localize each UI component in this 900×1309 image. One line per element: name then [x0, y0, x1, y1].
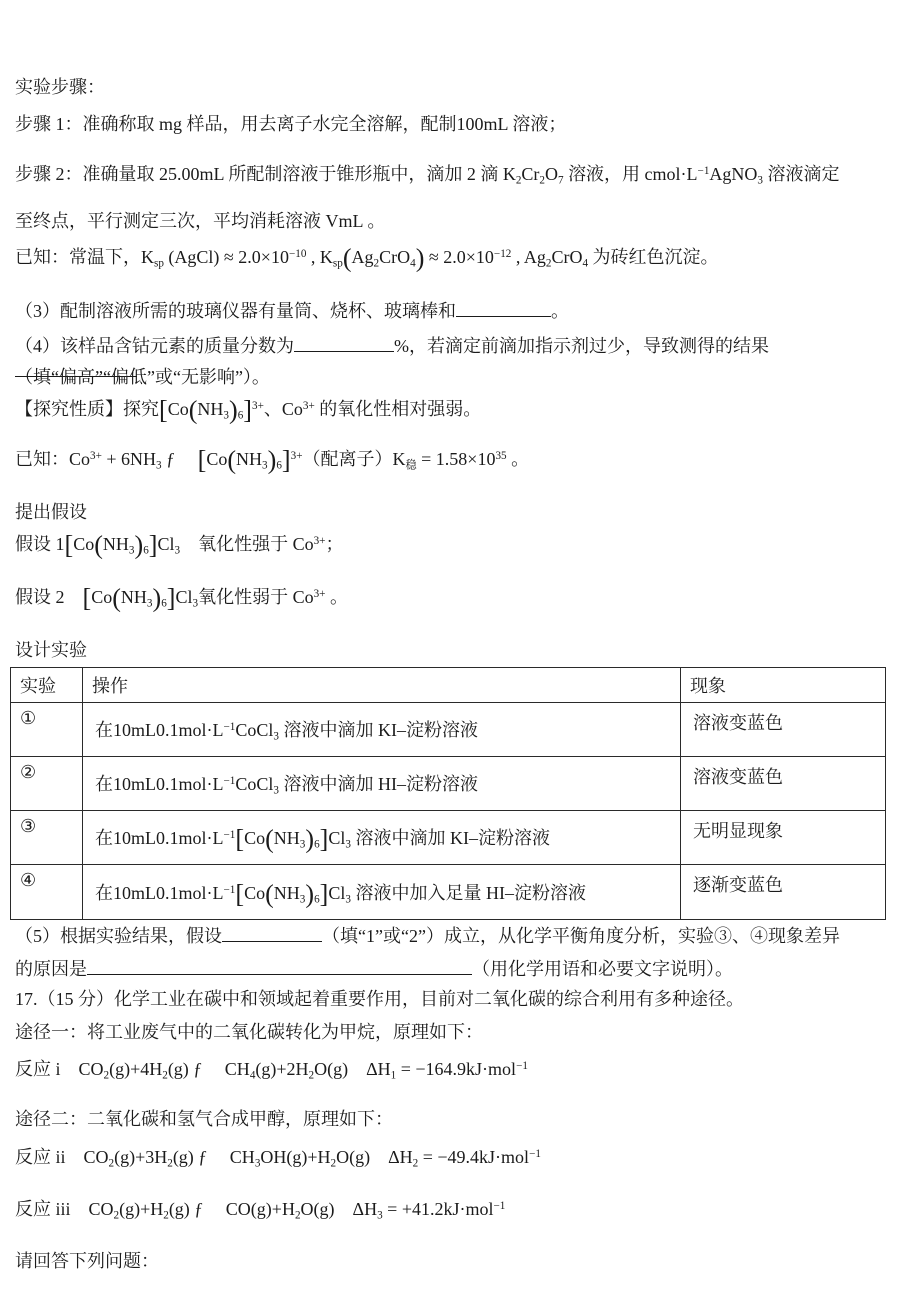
- phenomenon-cell: 无明显现象: [681, 811, 886, 865]
- text-run: NH: [236, 449, 263, 469]
- experiment-number-cell: ③: [11, 811, 83, 865]
- subscript: 3: [174, 544, 181, 557]
- text-run: (g) ƒ CH: [172, 1147, 255, 1167]
- known-ksp-text: [15, 243, 887, 273]
- big-bracket: (: [188, 395, 198, 425]
- subscript: 7: [557, 174, 564, 187]
- table-row-3: [11, 811, 886, 865]
- big-bracket: ]: [148, 530, 158, 560]
- table-row-4: [11, 865, 886, 920]
- table-row-1: [11, 703, 886, 757]
- text-run: Cl: [157, 534, 175, 554]
- text-run: Co: [206, 449, 228, 469]
- text-run: (AgCl) ≈ 2.0×10: [163, 247, 289, 267]
- subscript: 6: [314, 838, 320, 851]
- superscript: −10: [288, 247, 307, 260]
- text-run: 至终点，平行测定三次，平均消耗溶液 VmL 。: [15, 211, 386, 231]
- big-bracket: ): [229, 395, 238, 425]
- text-run: %，若滴定前滴加指示剂过少，导致测得的结果: [394, 336, 769, 356]
- big-bracket: [: [197, 445, 207, 475]
- big-bracket: ]: [166, 583, 176, 613]
- subscript: 2: [412, 1157, 419, 1170]
- subscript: 6: [276, 459, 282, 472]
- superscript: −12: [493, 247, 512, 260]
- subscript: 稳: [405, 459, 417, 472]
- text-run: 途径一：将工业废气中的二氧化碳转化为甲烷，原理如下：: [15, 1022, 483, 1042]
- experiment-steps-heading: [15, 76, 887, 99]
- text-run: 提出假设: [15, 502, 87, 522]
- subscript: sp: [154, 257, 164, 270]
- text-run: 氧化性弱于 Co: [198, 587, 314, 607]
- text-run: Co: [91, 587, 113, 607]
- subscript: 2: [308, 1069, 315, 1082]
- subscript: 2: [167, 1157, 173, 1170]
- big-bracket: ]: [281, 445, 291, 475]
- subscript: 2: [162, 1069, 168, 1082]
- text-run: O(g) ΔH: [314, 1059, 391, 1079]
- text-run: = −49.4kJ·mol: [418, 1147, 530, 1167]
- subscript: 2: [294, 1209, 301, 1222]
- table-header-col-3: 现象: [681, 668, 886, 703]
- subscript: 3: [273, 784, 279, 797]
- step2-text-line1: [15, 163, 887, 188]
- text-run: (g) ƒ CH: [167, 1059, 250, 1079]
- operation-cell: [83, 811, 681, 865]
- subscript: 3: [273, 730, 279, 743]
- subscript: 2: [330, 1157, 337, 1170]
- big-bracket: (: [265, 879, 274, 909]
- question-17-heading: [15, 988, 887, 1011]
- text-run: Cl: [328, 882, 346, 903]
- big-bracket: (: [94, 530, 103, 560]
- text-run: = 1.58×10: [416, 449, 496, 469]
- text-run: 、Co: [263, 399, 303, 419]
- text-run: 溶液，用 cmol·L: [563, 164, 698, 184]
- subscript: 2: [103, 1069, 110, 1082]
- experiment-table: [10, 667, 886, 920]
- question-3: [15, 298, 887, 323]
- route-2-text: [15, 1108, 887, 1131]
- big-bracket: (: [227, 445, 237, 475]
- superscript: −1: [516, 1059, 528, 1072]
- subscript: 3: [377, 1209, 383, 1222]
- superscript: −1: [697, 164, 710, 177]
- big-bracket: [: [235, 879, 245, 909]
- text-run: 17.（15 分）化学工业在碳中和领域起着重要作用，目前对二氧化碳的综合利用有多种途径。: [15, 989, 744, 1009]
- blank-underline: [87, 956, 472, 975]
- big-bracket: ): [305, 879, 315, 909]
- superscript: 3+: [90, 449, 102, 462]
- text-run: (g)+4H: [109, 1059, 163, 1079]
- text-run: (g) ƒ CO(g)+H: [168, 1199, 295, 1219]
- subscript: 1: [390, 1069, 397, 1082]
- text-run: 设计实验: [15, 640, 87, 660]
- text-run: OH(g)+H: [260, 1147, 331, 1167]
- text-run: 步骤 2：准确量取 25.00mL 所配制溶液于锥形瓶中，滴加 2 滴 K: [15, 164, 516, 184]
- text-run: 溶液中滴加 HI–淀粉溶液: [278, 774, 478, 795]
- subscript: 3: [146, 597, 153, 610]
- subscript: 3: [345, 838, 351, 851]
- text-run: 假设 1: [15, 534, 65, 554]
- subscript: 2: [515, 174, 522, 187]
- text-run: CoCl: [235, 774, 274, 795]
- reaction-i: [15, 1058, 887, 1083]
- text-run: 。: [551, 301, 569, 321]
- subscript: 4: [249, 1069, 256, 1082]
- subscript: 3: [254, 1157, 261, 1170]
- table-header-row: [11, 668, 886, 703]
- text-run: (g)+H: [119, 1199, 164, 1219]
- superscript: −1: [223, 721, 236, 734]
- text-run: 已知：常温下，K: [15, 247, 154, 267]
- superscript: −1: [223, 883, 236, 896]
- superscript: 3+: [313, 534, 326, 547]
- phenomenon-cell: 逐渐变蓝色: [681, 865, 886, 920]
- text-run: 在10mL0.1mol·L: [95, 882, 224, 903]
- subscript: 2: [163, 1209, 169, 1222]
- subscript: 3: [299, 838, 306, 851]
- final-prompt: [15, 1250, 887, 1273]
- text-run: O(g) ΔH: [336, 1147, 413, 1167]
- text-run: Co: [73, 534, 95, 554]
- step2-text-line2: [15, 210, 887, 233]
- big-bracket: ): [415, 243, 425, 273]
- big-bracket: ]: [319, 824, 329, 854]
- text-run: 溶液滴定: [763, 164, 840, 184]
- text-run: 反应 i CO: [15, 1059, 104, 1079]
- text-run: 反应 iii CO: [15, 1199, 114, 1219]
- text-run: Co: [167, 399, 189, 419]
- text-run: 。: [506, 449, 530, 469]
- text-run: （填“1”或“2”）成立，从化学平衡角度分析，实验③、④现象差异: [322, 926, 840, 946]
- big-bracket: ): [134, 530, 144, 560]
- big-bracket: [: [235, 824, 245, 854]
- subscript: 3: [192, 597, 199, 610]
- superscript: 3+: [251, 399, 264, 412]
- big-bracket: [: [64, 530, 74, 560]
- text-run: 已知：Co: [15, 449, 91, 469]
- text-run: CrO: [551, 247, 583, 267]
- phenomenon-cell: 溶液变蓝色: [681, 703, 886, 757]
- text-run: 的氧化性相对强弱。: [314, 399, 482, 419]
- subscript: 6: [143, 544, 149, 557]
- text-run: （3）配制溶液所需的玻璃仪器有量筒、烧杯、玻璃棒和: [15, 301, 456, 321]
- blank-underline: [456, 298, 551, 317]
- step1-text: [15, 113, 887, 136]
- text-run: ≈ 2.0×10: [424, 247, 494, 267]
- superscript: −1: [529, 1147, 541, 1160]
- text-run: CoCl: [235, 720, 274, 741]
- subscript: 4: [582, 257, 589, 270]
- hypothesis-1: [15, 530, 887, 560]
- hypothesis-heading: [15, 501, 887, 524]
- text-run: 在10mL0.1mol·L: [95, 828, 224, 849]
- text-run: O(g) ΔH: [300, 1199, 378, 1219]
- big-bracket: ]: [319, 879, 329, 909]
- operation-cell: [83, 865, 681, 920]
- subscript: 2: [539, 174, 545, 187]
- text-run: 氧化性强于 Co: [180, 534, 314, 554]
- text-run: （用化学用语和必要文字说明）。: [472, 959, 733, 979]
- text-run: , K: [306, 247, 333, 267]
- subscript: 6: [314, 893, 320, 906]
- subscript: 3: [757, 174, 763, 187]
- text-run: 假设 2: [15, 587, 83, 607]
- subscript: 2: [373, 257, 380, 270]
- text-run: 溶液中滴加 KI–淀粉溶液: [278, 720, 478, 741]
- question-5-line1: [15, 923, 887, 948]
- text-run: O: [544, 164, 558, 184]
- text-run: Cl: [175, 587, 193, 607]
- text-run: (g)+3H: [114, 1147, 168, 1167]
- superscript: −1: [223, 829, 236, 842]
- big-bracket: ): [152, 583, 162, 613]
- experiment-number-cell: ④: [11, 865, 83, 920]
- design-experiment-heading: [15, 639, 887, 662]
- subscript: 6: [237, 409, 244, 422]
- subscript: 2: [545, 257, 552, 270]
- big-bracket: [: [82, 583, 92, 613]
- text-run: Cl: [328, 828, 346, 849]
- question-4-line2: [15, 366, 887, 389]
- text-run: Cr: [521, 164, 540, 184]
- text-run: 溶液中加入足量 HI–淀粉溶液: [350, 882, 586, 903]
- subscript: 3: [156, 459, 162, 472]
- text-run: Co: [244, 882, 266, 903]
- hypothesis-2: [15, 583, 887, 613]
- text-run: , Ag: [511, 247, 546, 267]
- blank-underline: [222, 923, 322, 942]
- reaction-ii: [15, 1146, 887, 1171]
- phenomenon-cell: 溶液变蓝色: [681, 757, 886, 811]
- text-run: 反应 ii CO: [15, 1147, 109, 1167]
- text-run: AgNO: [709, 164, 758, 184]
- text-run: 。: [325, 587, 348, 607]
- text-run: Ag: [351, 247, 374, 267]
- subscript: 3: [128, 544, 135, 557]
- big-bracket: (: [342, 243, 352, 273]
- known-kstable-text: [15, 445, 887, 475]
- text-run: （5）根据实验结果，假设: [15, 926, 222, 946]
- subscript: 3: [223, 409, 229, 422]
- table-header-col-2: 操作: [83, 668, 681, 703]
- text-run: = −164.9kJ·mol: [396, 1059, 517, 1079]
- subscript: 6: [161, 597, 167, 610]
- big-bracket: [: [159, 395, 168, 425]
- explore-property-heading: [15, 395, 887, 425]
- text-run: Co: [244, 828, 266, 849]
- text-run: 溶液中滴加 KI–淀粉溶液: [350, 828, 550, 849]
- text-run: ƒ: [161, 449, 198, 469]
- text-run: NH: [197, 399, 224, 419]
- text-run: 为砖红色沉淀。: [588, 247, 719, 267]
- text-run: 的原因是: [15, 959, 87, 979]
- blank-underline: [294, 333, 394, 352]
- text-run: （填“偏高”“偏低”或“无影响”）。: [15, 367, 270, 387]
- text-run: 请回答下列问题：: [15, 1251, 159, 1271]
- reaction-iii: [15, 1198, 887, 1223]
- subscript: 3: [262, 459, 268, 472]
- superscript: 3+: [313, 587, 326, 600]
- text-run: 在10mL0.1mol·L: [95, 774, 224, 795]
- experiment-number-cell: ①: [11, 703, 83, 757]
- big-bracket: ): [267, 445, 277, 475]
- text-run: + 6NH: [101, 449, 157, 469]
- question-5-line2: [15, 956, 887, 981]
- subscript: 2: [113, 1209, 120, 1222]
- text-run: NH: [273, 828, 300, 849]
- big-bracket: ]: [243, 395, 252, 425]
- operation-cell: [83, 757, 681, 811]
- text-run: ；: [325, 534, 344, 554]
- text-run: = +41.2kJ·mol: [382, 1199, 494, 1219]
- text-run: 实验步骤：: [15, 77, 105, 97]
- superscript: 3+: [302, 399, 315, 412]
- subscript: 4: [410, 257, 416, 270]
- big-bracket: (: [265, 824, 274, 854]
- big-bracket: ): [305, 824, 315, 854]
- subscript: 3: [345, 893, 351, 906]
- experiment-design-table: [10, 667, 885, 920]
- experiment-number-cell: ②: [11, 757, 83, 811]
- superscript: −1: [493, 1199, 506, 1212]
- subscript: 3: [299, 893, 306, 906]
- text-run: （4）该样品含钴元素的质量分数为: [15, 336, 294, 356]
- text-run: 途径二：二氧化碳和氢气合成甲醇，原理如下：: [15, 1109, 393, 1129]
- text-run: 在10mL0.1mol·L: [95, 720, 224, 741]
- superscript: 35: [495, 449, 507, 462]
- text-run: NH: [102, 534, 129, 554]
- route-1-text: [15, 1021, 887, 1044]
- text-run: NH: [273, 882, 300, 903]
- text-run: 步骤 1：准确称取 mg 样品，用去离子水完全溶解，配制100mL 溶液；: [15, 114, 567, 134]
- table-row-2: [11, 757, 886, 811]
- superscript: 3+: [290, 449, 303, 462]
- text-run: （配离子）K: [302, 449, 406, 469]
- text-run: 【探究性质】探究: [15, 399, 159, 419]
- subscript: 2: [108, 1157, 115, 1170]
- subscript: sp: [332, 257, 343, 270]
- operation-cell: [83, 703, 681, 757]
- table-header-col-1: 实验: [11, 668, 83, 703]
- big-bracket: (: [112, 583, 121, 613]
- text-run: NH: [120, 587, 147, 607]
- text-run: CrO: [379, 247, 411, 267]
- superscript: −1: [223, 775, 236, 788]
- text-run: (g)+2H: [255, 1059, 309, 1079]
